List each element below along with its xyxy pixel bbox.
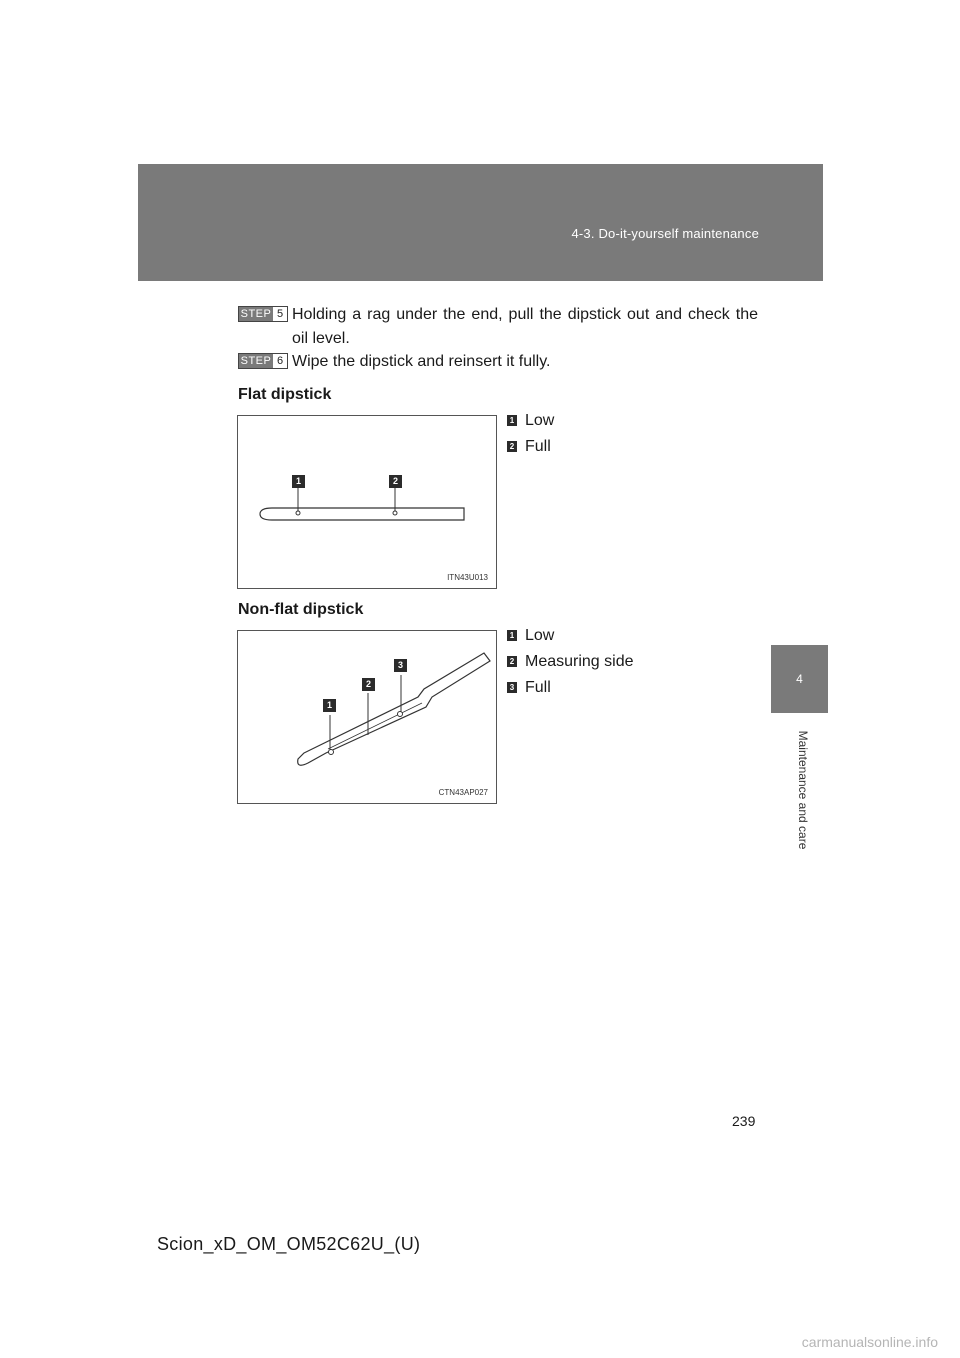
callout-2: 2 [389,475,402,488]
chapter-tab [771,645,828,713]
legend-item [507,626,634,652]
number-marker: 1 [507,630,517,641]
flat-dipstick-figure [237,415,497,589]
nonflat-dipstick-illustration [238,631,496,803]
watermark[interactable]: carmanualsonline.info [801,1334,938,1350]
step-5 [238,303,758,351]
legend-label: Full [525,679,551,696]
step-text: Wipe the dipstick and reinsert it fully. [292,353,551,370]
chapter-label: Maintenance and care [796,730,810,850]
figure-code: CTN43AP027 [438,788,488,797]
legend-label: Full [525,438,551,455]
page-number: 239 [732,1113,756,1129]
section-title: 4-3. Do-it-yourself maintenance [571,226,759,241]
chapter-number: 4 [796,672,803,686]
nonflat-dipstick-heading: Non-flat dipstick [238,601,364,618]
legend-item [507,652,634,678]
nonflat-dipstick-figure [237,630,497,804]
step-6 [238,350,758,374]
step-badge: STEP 5 [238,306,288,322]
flat-legend [507,411,554,463]
callout-2: 2 [362,678,375,691]
flat-dipstick-illustration [238,416,496,588]
callout-1: 1 [323,699,336,712]
legend-label: Measuring side [525,653,634,670]
legend-label: Low [525,412,555,429]
legend-item [507,437,554,463]
step-text: Holding a rag under the end, pull the dipstick out and check the oil level. [292,306,758,347]
figure-code: ITN43U013 [447,573,488,582]
step-badge: STEP 6 [238,353,288,369]
callout-3: 3 [394,659,407,672]
legend-item [507,678,634,704]
nonflat-legend [507,626,634,704]
legend-label: Low [525,627,555,644]
legend-item [507,411,554,437]
flat-dipstick-heading: Flat dipstick [238,386,332,403]
number-marker: 1 [507,415,517,426]
header-band [138,164,823,281]
number-marker: 2 [507,441,517,452]
callout-1: 1 [292,475,305,488]
number-marker: 2 [507,656,517,667]
number-marker: 3 [507,682,517,693]
document-id: Scion_xD_OM_OM52C62U_(U) [157,1234,421,1254]
